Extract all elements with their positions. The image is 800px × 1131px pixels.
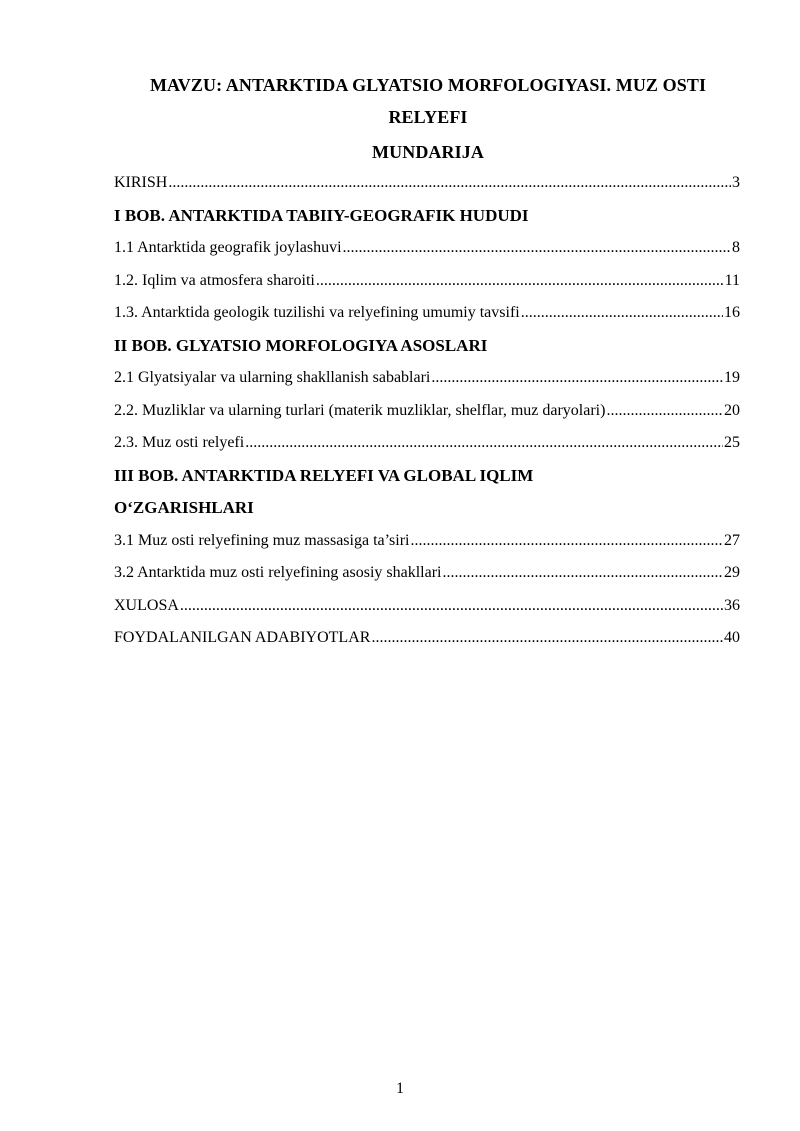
toc-dot-leader — [431, 367, 723, 389]
toc-entry-label: 1.1 Antarktida geografik joylashuvi — [114, 239, 342, 256]
toc-entry-label: 2.2. Muzliklar va ularning turlari (materik muzliklar, shelflar, muz daryolari) — [114, 401, 606, 419]
toc-entry-label: 3.1 Muz osti relyefining muz massasiga ta’siri — [114, 531, 410, 549]
toc-dot-leader — [180, 595, 723, 617]
toc-entry-page-number: 40 — [724, 629, 740, 646]
table-of-contents — [114, 172, 740, 660]
page-number: 1 — [396, 1080, 404, 1097]
toc-entry-label: O‘ZGARISHLARI — [114, 498, 254, 517]
document-title-line-1: MAVZU: ANTARKTIDA GLYATSIO MORFOLOGIYASI. MUZ OSTI — [149, 75, 707, 95]
toc-entry-label: 2.1 Glyatsiyalar va ularning shakllanish sabablari — [114, 369, 431, 386]
toc-entry-label: XULOSA — [114, 596, 179, 614]
toc-entry[interactable] — [114, 400, 740, 433]
toc-entry-page-number: 36 — [724, 596, 740, 614]
toc-entry[interactable] — [114, 172, 740, 205]
toc-entry-page-number: 11 — [724, 271, 740, 289]
toc-entry[interactable] — [114, 270, 740, 303]
toc-dot-leader — [168, 172, 731, 194]
toc-entry-page-number: 3 — [732, 174, 740, 191]
toc-entry[interactable] — [114, 302, 740, 335]
toc-entry-page-number: 8 — [732, 239, 740, 256]
toc-dot-leader — [245, 432, 723, 454]
toc-entry-label: II BOB. GLYATSIO MORFOLOGIYA ASOSLARI — [114, 335, 488, 355]
document-title-line-2: RELYEFI — [388, 107, 468, 127]
toc-dot-leader — [443, 562, 724, 584]
toc-dot-leader — [343, 237, 731, 259]
toc-dot-leader — [521, 302, 723, 324]
toc-entry-page-number: 16 — [724, 304, 740, 321]
toc-entry-page-number: 20 — [724, 401, 740, 419]
toc-entry-label: KIRISH — [114, 174, 168, 191]
toc-entry-label: 3.2 Antarktida muz osti relyefining asosiy shakllari — [114, 564, 442, 581]
toc-entry-label: FOYDALANILGAN ADABIYOTLAR — [114, 629, 371, 646]
toc-entry-label: 1.2. Iqlim va atmosfera sharoiti — [114, 271, 315, 289]
toc-entry-page-number: 25 — [724, 434, 740, 451]
toc-dot-leader — [411, 530, 724, 552]
toc-entry[interactable] — [114, 367, 740, 400]
toc-entry-label: I BOB. ANTARKTIDA TABIIY-GEOGRAFIK HUDUDI — [114, 205, 529, 225]
toc-chapter-heading — [114, 335, 740, 368]
toc-entry-page-number: 19 — [724, 369, 740, 386]
toc-entry-page-number: 29 — [724, 564, 740, 581]
toc-chapter-heading — [114, 465, 740, 498]
toc-chapter-heading — [114, 205, 740, 238]
toc-entry-label: 2.3. Muz osti relyefi — [114, 434, 245, 451]
toc-entry[interactable] — [114, 595, 740, 628]
toc-chapter-heading — [114, 497, 740, 530]
toc-heading: MUNDARIJA — [372, 142, 484, 162]
toc-entry-label: III BOB. ANTARKTIDA RELYEFI VA GLOBAL IQLIM — [114, 465, 534, 485]
toc-entry[interactable] — [114, 627, 740, 660]
toc-dot-leader — [316, 270, 724, 292]
toc-entry[interactable] — [114, 432, 740, 465]
toc-entry[interactable] — [114, 562, 740, 595]
toc-dot-leader — [606, 400, 723, 422]
toc-entry-page-number: 27 — [724, 531, 740, 549]
toc-entry-label: 1.3. Antarktida geologik tuzilishi va relyefining umumiy tavsifi — [114, 304, 520, 321]
toc-dot-leader — [371, 627, 723, 649]
toc-entry[interactable] — [114, 237, 740, 270]
toc-entry[interactable] — [114, 530, 740, 563]
